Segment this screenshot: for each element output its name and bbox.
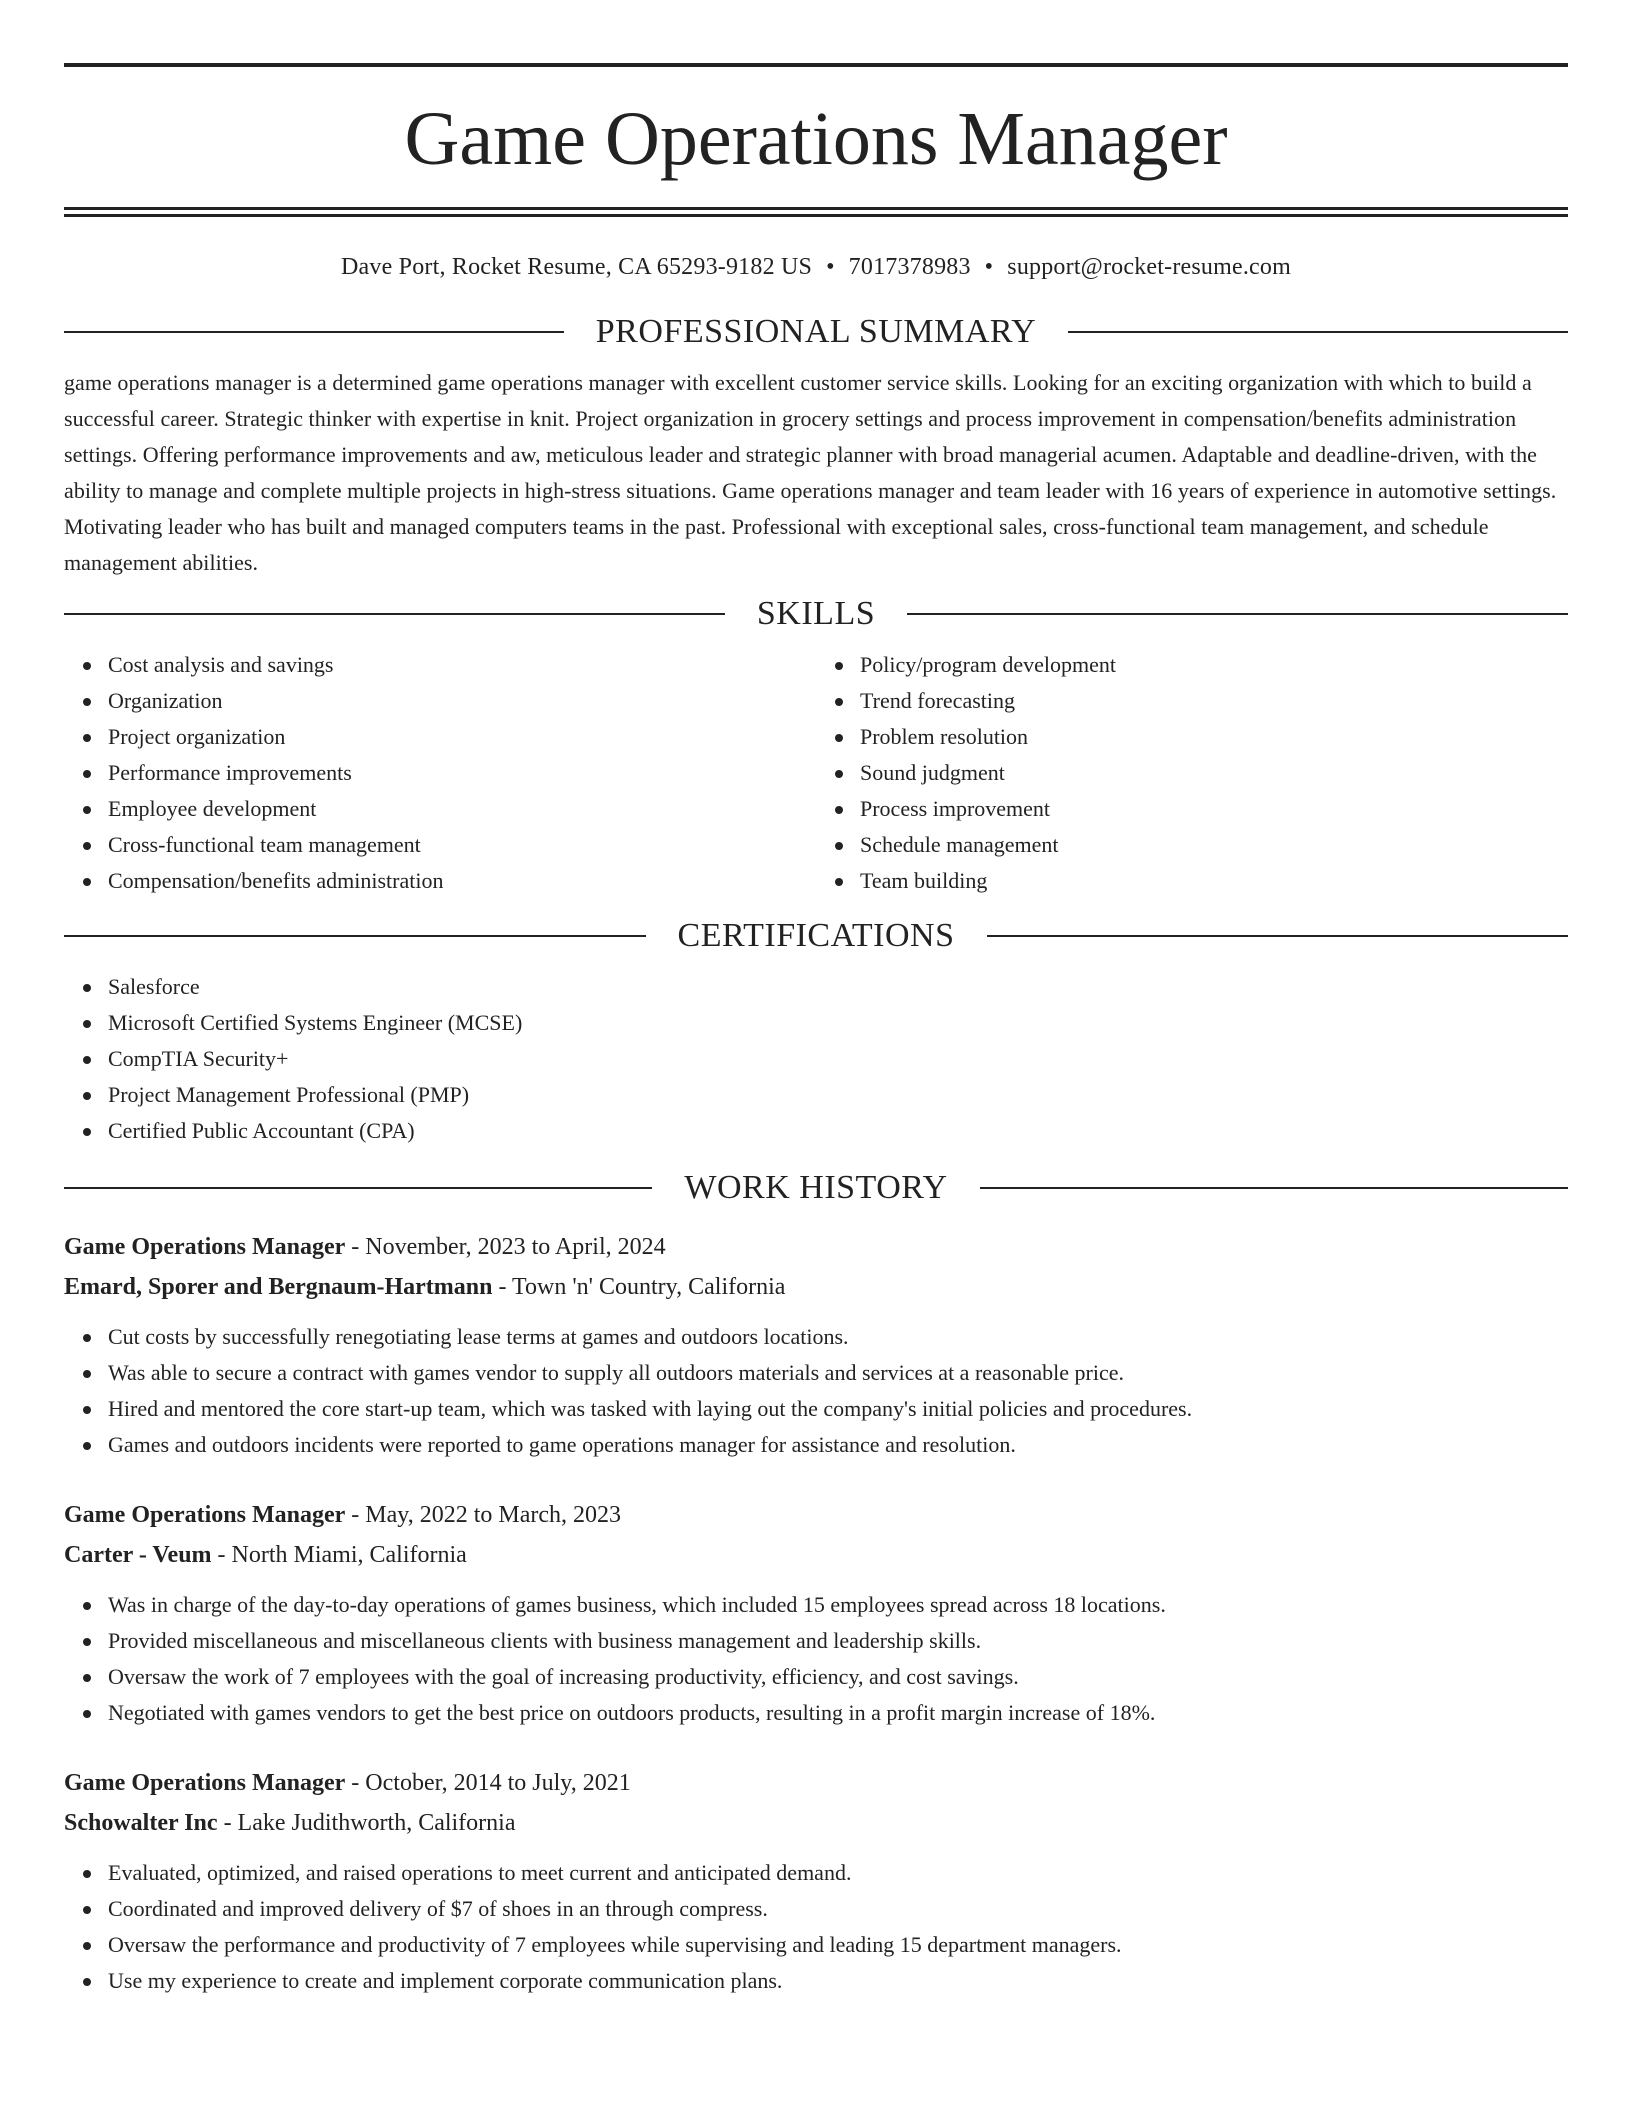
- job-bullet: Cut costs by successfully renegotiating lease terms at games and outdoors locations.: [108, 1319, 1568, 1355]
- job-bullet: Coordinated and improved delivery of $7 of shoes in an through compress.: [108, 1891, 1568, 1927]
- header-double-rule: [64, 207, 1568, 217]
- section-rule: [980, 1187, 1568, 1189]
- certifications-section-header: [64, 919, 1568, 953]
- contact-address: Dave Port, Rocket Resume, CA 65293-9182 US: [341, 254, 813, 280]
- job-bullets: [64, 1319, 1568, 1463]
- certification-item: CompTIA Security+: [108, 1041, 1568, 1077]
- section-rule: [1068, 331, 1568, 333]
- job-company: Schowalter Inc: [64, 1810, 218, 1836]
- contact-separator: •: [984, 254, 994, 280]
- skills-heading: SKILLS: [756, 595, 876, 632]
- job-company: Carter - Veum: [64, 1542, 212, 1568]
- skill-item: Team building: [860, 863, 1568, 899]
- skill-item: Schedule management: [860, 827, 1568, 863]
- section-rule: [64, 331, 564, 333]
- resume-title: Game Operations Manager: [404, 97, 1228, 181]
- job-dates: - May, 2022 to March, 2023: [345, 1502, 622, 1528]
- summary-section-header: [64, 315, 1568, 349]
- job-company: Emard, Sporer and Bergnaum-Hartmann: [64, 1274, 493, 1300]
- job-location: - North Miami, California: [211, 1542, 467, 1568]
- job-title: Game Operations Manager: [64, 1770, 346, 1796]
- contact-line: [64, 255, 1568, 279]
- job-bullet: Hired and mentored the core start-up team, which was tasked with laying out the company's initial policies and procedures.: [108, 1391, 1568, 1427]
- job-company-line: [64, 1535, 1568, 1575]
- job-title: Game Operations Manager: [64, 1502, 346, 1528]
- contact-separator: •: [826, 254, 835, 280]
- job-entry: [64, 1227, 1568, 1463]
- job-dates: - October, 2014 to July, 2021: [345, 1770, 631, 1796]
- skill-item: Cross-functional team management: [108, 827, 816, 863]
- job-company-line: [64, 1267, 1568, 1307]
- job-title-line: [64, 1763, 1568, 1803]
- work-section-header: [64, 1171, 1568, 1205]
- section-rule: [987, 935, 1569, 937]
- section-rule: [64, 935, 646, 937]
- contact-email: support@rocket-resume.com: [1007, 254, 1291, 280]
- contact-phone: 7017378983: [848, 254, 971, 280]
- certification-item: Salesforce: [108, 969, 1568, 1005]
- skill-item: Trend forecasting: [860, 683, 1568, 719]
- job-bullet: Evaluated, optimized, and raised operations to meet current and anticipated demand.: [108, 1855, 1568, 1891]
- skill-item: Process improvement: [860, 791, 1568, 827]
- skill-item: Cost analysis and savings: [108, 647, 816, 683]
- job-title-line: [64, 1227, 1568, 1267]
- job-entry: [64, 1495, 1568, 1731]
- skill-item: Organization: [108, 683, 816, 719]
- job-company-line: [64, 1803, 1568, 1843]
- summary-text: game operations manager is a determined game operations manager with excellent customer service skills. Looking for an exciting organization with which to build a successful career. Strategic thinker with expertise in knit. Project organization in grocery settings and process improvement in compensation/benefits administration settings. Offering performance improvements and aw, meticulous leader and strategic planner with broad managerial acumen. Adaptable and deadline-driven, with the ability to manage and complete multiple projects in high-stress situations. Game operations manager and team leader with 16 years of experience in automotive settings. Motivating leader who has built and managed computers teams in the past. Professional with exceptional sales, cross-functional team management, and schedule management abilities.: [64, 370, 1557, 575]
- certifications-list: [64, 969, 1568, 1149]
- job-bullet: Negotiated with games vendors to get the best price on outdoors products, resulting in a profit margin increase of 18%.: [108, 1695, 1568, 1731]
- job-bullet: Was able to secure a contract with games vendor to supply all outdoors materials and services at a reasonable price.: [108, 1355, 1568, 1391]
- skill-item: Policy/program development: [860, 647, 1568, 683]
- job-bullet: Was in charge of the day-to-day operations of games business, which included 15 employees spread across 18 locations.: [108, 1587, 1568, 1623]
- job-bullet: Oversaw the performance and productivity of 7 employees while supervising and leading 15 department managers.: [108, 1927, 1568, 1963]
- job-location: - Lake Judithworth, California: [217, 1810, 516, 1836]
- skill-item: Sound judgment: [860, 755, 1568, 791]
- job-bullet: Use my experience to create and implement corporate communication plans.: [108, 1963, 1568, 1999]
- skills-section-header: [64, 597, 1568, 631]
- section-rule: [907, 613, 1568, 615]
- certification-item: Project Management Professional (PMP): [108, 1077, 1568, 1113]
- skill-item: Problem resolution: [860, 719, 1568, 755]
- job-bullet: Provided miscellaneous and miscellaneous clients with business management and leadership skills.: [108, 1623, 1568, 1659]
- job-bullet: Oversaw the work of 7 employees with the goal of increasing productivity, efficiency, and cost savings.: [108, 1659, 1568, 1695]
- job-title-line: [64, 1495, 1568, 1535]
- certification-item: Certified Public Accountant (CPA): [108, 1113, 1568, 1149]
- skill-item: Employee development: [108, 791, 816, 827]
- job-title: Game Operations Manager: [64, 1234, 346, 1260]
- skills-grid: [64, 647, 1568, 899]
- section-rule: [64, 613, 725, 615]
- skill-item: Project organization: [108, 719, 816, 755]
- job-dates: - November, 2023 to April, 2024: [345, 1234, 666, 1260]
- skills-right-list: [816, 647, 1568, 899]
- skills-left-list: [64, 647, 816, 899]
- summary-heading: PROFESSIONAL SUMMARY: [595, 313, 1037, 350]
- resume-page: [64, 0, 1568, 1999]
- work-heading: WORK HISTORY: [684, 1169, 948, 1206]
- skill-item: Compensation/benefits administration: [108, 863, 816, 899]
- certification-item: Microsoft Certified Systems Engineer (MCSE): [108, 1005, 1568, 1041]
- job-bullets: [64, 1855, 1568, 1999]
- job-bullets: [64, 1587, 1568, 1731]
- skill-item: Performance improvements: [108, 755, 816, 791]
- section-rule: [64, 1187, 652, 1189]
- job-bullet: Games and outdoors incidents were reported to game operations manager for assistance and resolution.: [108, 1427, 1568, 1463]
- certifications-heading: CERTIFICATIONS: [677, 917, 955, 954]
- job-location: - Town 'n' Country, California: [492, 1274, 786, 1300]
- job-entry: [64, 1763, 1568, 1999]
